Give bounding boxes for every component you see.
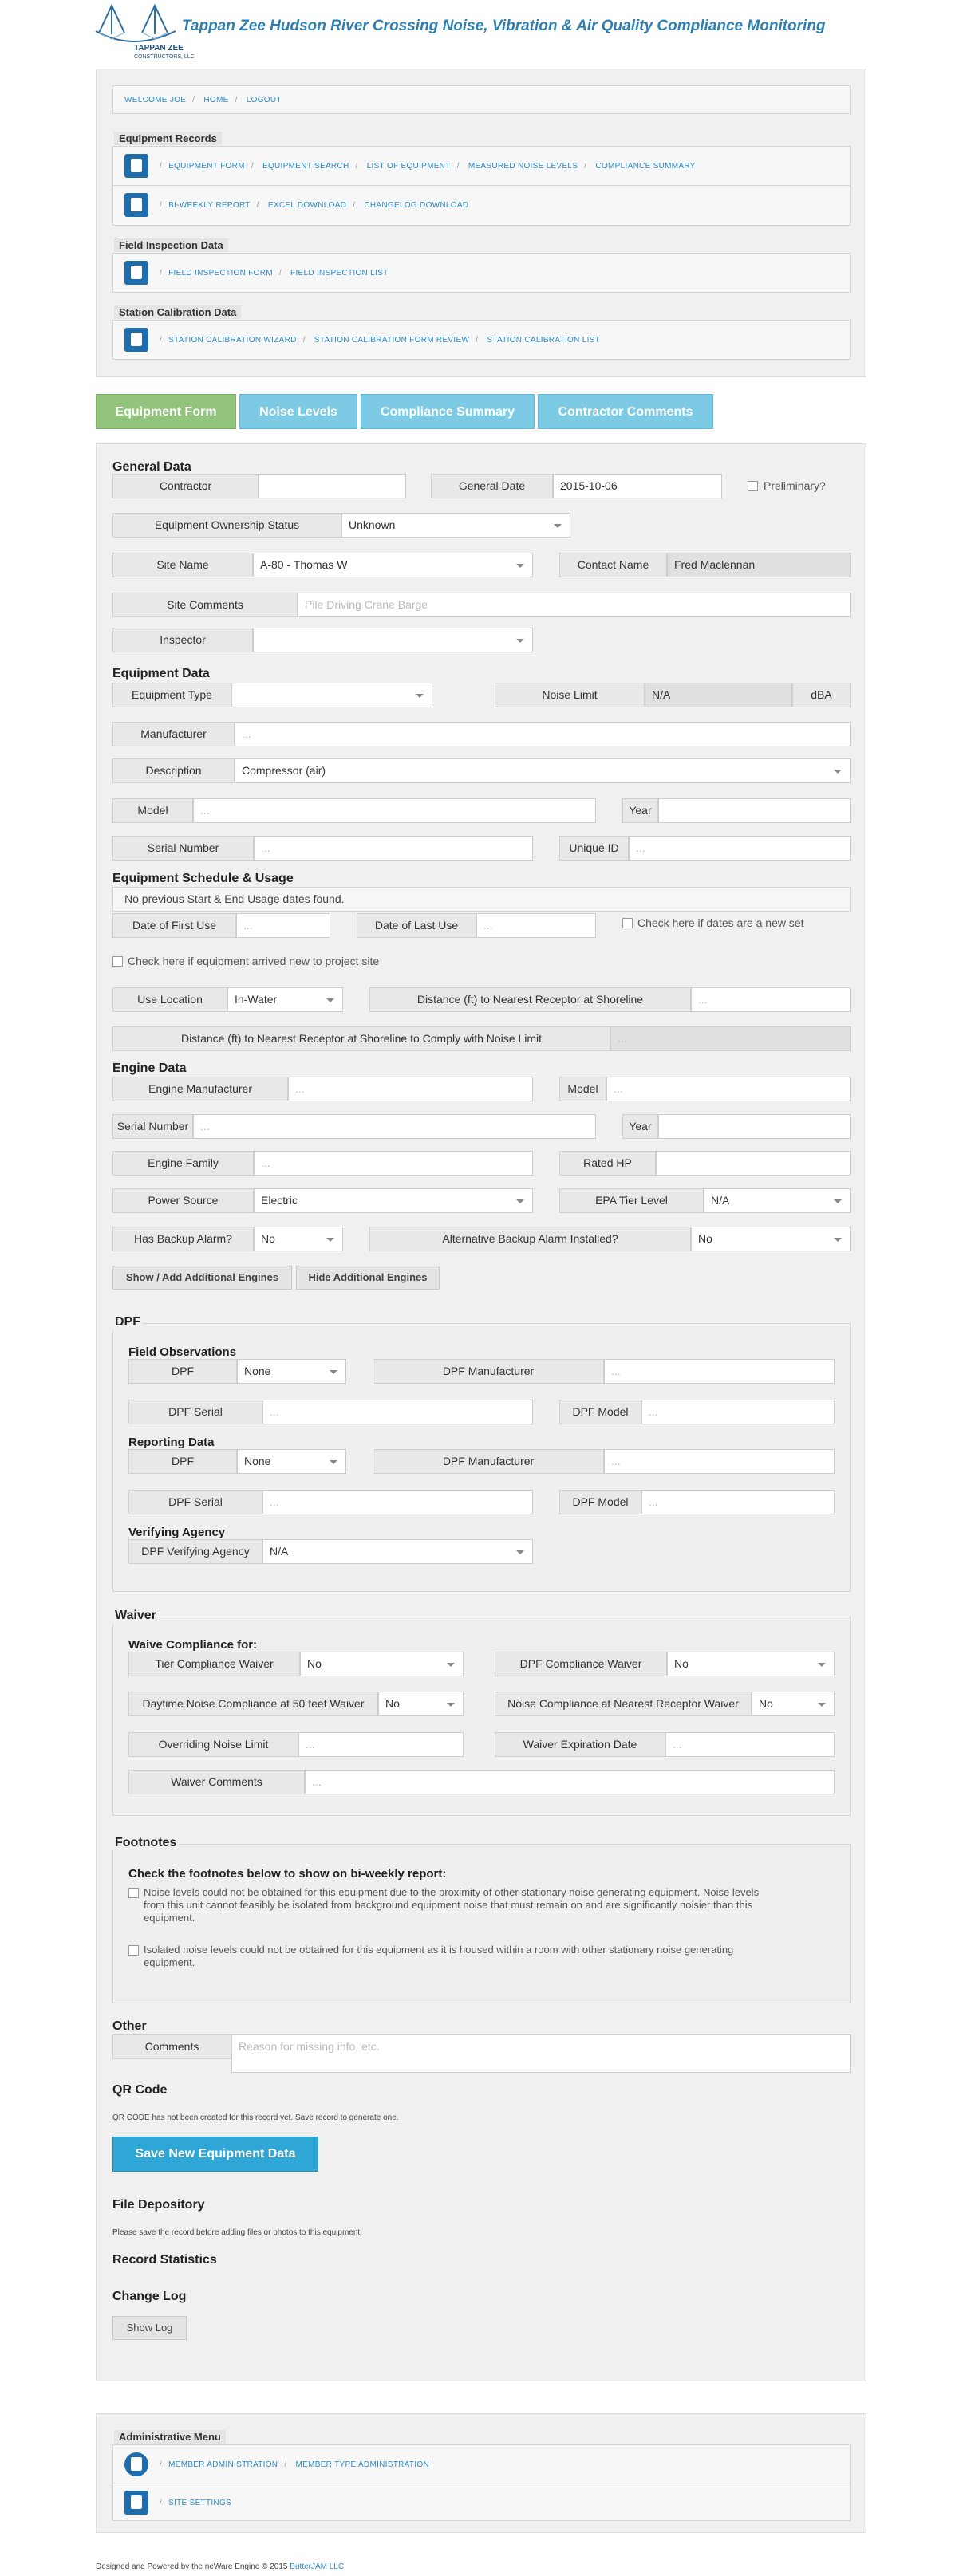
equipment-type-label: Equipment Type bbox=[112, 683, 231, 707]
show-engines-button[interactable]: Show / Add Additional Engines bbox=[112, 1266, 292, 1290]
distance-input[interactable]: ... bbox=[691, 987, 851, 1012]
equipment-type-select[interactable] bbox=[231, 683, 432, 707]
footnote-2-checkbox[interactable] bbox=[128, 1945, 139, 1956]
site-settings-link[interactable]: SITE SETTINGS bbox=[168, 2499, 232, 2507]
rated-hp-label: Rated HP bbox=[559, 1151, 656, 1176]
engine-manufacturer-label: Engine Manufacturer bbox=[112, 1077, 288, 1101]
waiver-legend: Waiver bbox=[112, 1609, 159, 1623]
year-input[interactable] bbox=[658, 798, 851, 823]
waive-compliance-heading: Waive Compliance for: bbox=[128, 1638, 258, 1652]
reporting-dpf-manufacturer-input[interactable]: ... bbox=[604, 1449, 835, 1474]
engine-data-heading: Engine Data bbox=[112, 1062, 187, 1075]
inspector-label: Inspector bbox=[112, 628, 253, 652]
measured-noise-levels-link[interactable]: MEASURED NOISE LEVELS bbox=[468, 162, 578, 171]
equipment-records-icon[interactable] bbox=[124, 154, 148, 178]
year-label: Year bbox=[622, 798, 658, 823]
page-footer bbox=[96, 2562, 344, 2571]
dpf-waiver-label: DPF Compliance Waiver bbox=[495, 1652, 667, 1676]
station-calibration-links: / STATION CALIBRATION WIZARD / STATION CALIBRATION FORM REVIEW / STATION CALIBRATION LIST bbox=[160, 336, 601, 345]
admin-menu-panel bbox=[96, 2413, 866, 2533]
logo-text-line2: CONSTRUCTORS, LLC bbox=[134, 54, 195, 60]
new-set-checkbox[interactable] bbox=[622, 918, 633, 928]
dpf-label: DPF bbox=[128, 1359, 237, 1384]
overriding-noise-limit-label: Overriding Noise Limit bbox=[128, 1732, 298, 1757]
tab-noise-levels[interactable]: Noise Levels bbox=[239, 394, 357, 429]
settings-icon[interactable] bbox=[124, 2491, 148, 2515]
waiver-expiration-label: Waiver Expiration Date bbox=[495, 1732, 665, 1757]
tier-waiver-label: Tier Compliance Waiver bbox=[128, 1652, 300, 1676]
schedule-note: No previous Start & End Usage dates found. bbox=[112, 887, 851, 912]
bridge-logo-icon[interactable] bbox=[96, 2, 195, 60]
comments-label: Comments bbox=[112, 2034, 231, 2059]
welcome-link[interactable]: WELCOME JOE bbox=[124, 96, 187, 104]
dpf-legend: DPF bbox=[112, 1315, 143, 1329]
footnote-1-line2: from this unit cannot feasibly be isolated from background equipment noise that must remain on and are significantly noisier than this bbox=[144, 1899, 753, 1911]
waiver-comments-input[interactable]: ... bbox=[305, 1770, 835, 1794]
engine-serial-input[interactable]: ... bbox=[193, 1114, 596, 1139]
station-calibration-icon[interactable] bbox=[124, 328, 148, 352]
epa-tier-label: EPA Tier Level bbox=[559, 1188, 704, 1213]
save-equipment-button[interactable]: Save New Equipment Data bbox=[112, 2137, 318, 2172]
member-type-administration-link[interactable]: MEMBER TYPE ADMINISTRATION bbox=[295, 2460, 429, 2469]
field-inspection-list-link[interactable]: FIELD INSPECTION LIST bbox=[290, 269, 389, 278]
reporting-dpf-label: DPF bbox=[128, 1449, 237, 1474]
rated-hp-input[interactable] bbox=[656, 1151, 851, 1176]
ownership-status-label: Equipment Ownership Status bbox=[112, 513, 341, 538]
first-use-label: Date of First Use bbox=[112, 913, 236, 938]
engine-manufacturer-input[interactable]: ... bbox=[288, 1077, 533, 1101]
equipment-search-link[interactable]: EQUIPMENT SEARCH bbox=[262, 162, 349, 171]
distance-comply-input[interactable]: ... bbox=[610, 1026, 851, 1051]
engine-model-input[interactable]: ... bbox=[606, 1077, 851, 1101]
equipment-form-panel bbox=[96, 443, 866, 2381]
qr-code-note: QR CODE has not been created for this record yet. Save record to generate one. bbox=[112, 2113, 399, 2122]
site-name-select[interactable]: A-80 - Thomas W bbox=[253, 553, 533, 577]
station-calibration-review-link[interactable]: STATION CALIBRATION FORM REVIEW bbox=[314, 336, 470, 345]
file-depository-note: Please save the record before adding files or photos to this equipment. bbox=[112, 2228, 362, 2237]
tier-waiver-select[interactable]: No bbox=[300, 1652, 464, 1676]
daytime-waiver-select[interactable]: No bbox=[378, 1692, 464, 1716]
footnote-1-line1: Noise levels could not be obtained for this equipment due to the proximity of other stationary noise generating equipment. Noise levels bbox=[144, 1886, 760, 1898]
dpf-manufacturer-input[interactable]: ... bbox=[604, 1359, 835, 1384]
reporting-dpf-serial-label: DPF Serial bbox=[128, 1490, 262, 1514]
manufacturer-label: Manufacturer bbox=[112, 722, 235, 746]
logo-text-line1: TAPPAN ZEE bbox=[134, 44, 184, 53]
footnotes-heading: Check the footnotes below to show on bi-weekly report: bbox=[128, 1867, 447, 1881]
unique-id-label: Unique ID bbox=[559, 836, 629, 861]
footnote-1-line3: equipment. bbox=[144, 1912, 195, 1924]
preliminary-label: Preliminary? bbox=[764, 479, 826, 492]
general-date-label: General Date bbox=[431, 474, 553, 498]
reporting-dpf-model-label: DPF Model bbox=[559, 1490, 641, 1514]
qr-code-heading: QR Code bbox=[112, 2083, 168, 2097]
home-link[interactable]: HOME bbox=[203, 96, 229, 104]
compliance-summary-link[interactable]: COMPLIANCE SUMMARY bbox=[595, 162, 696, 171]
last-use-input[interactable]: ... bbox=[476, 913, 596, 938]
reporting-data-heading: Reporting Data bbox=[128, 1436, 215, 1449]
inspector-select[interactable] bbox=[253, 628, 533, 652]
dpf-model-input[interactable]: ... bbox=[641, 1400, 835, 1424]
equipment-records-box bbox=[112, 146, 851, 226]
distance-comply-label: Distance (ft) to Nearest Receptor at Shoreline to Comply with Noise Limit bbox=[112, 1026, 610, 1051]
model-input[interactable]: ... bbox=[193, 798, 596, 823]
engine-model-label: Model bbox=[559, 1077, 606, 1101]
distance-label: Distance (ft) to Nearest Receptor at Shoreline bbox=[369, 987, 691, 1012]
use-location-label: Use Location bbox=[112, 987, 227, 1012]
verifying-agency-select[interactable]: N/A bbox=[262, 1539, 533, 1564]
epa-tier-select[interactable]: N/A bbox=[704, 1188, 851, 1213]
serial-number-input[interactable]: ... bbox=[254, 836, 533, 861]
engine-serial-label: Serial Number bbox=[112, 1114, 193, 1139]
dpf-serial-input[interactable]: ... bbox=[262, 1400, 533, 1424]
station-calibration-wizard-link[interactable]: STATION CALIBRATION WIZARD bbox=[168, 336, 297, 345]
power-source-label: Power Source bbox=[112, 1188, 254, 1213]
reporting-dpf-model-input[interactable]: ... bbox=[641, 1490, 835, 1514]
noise-limit-input[interactable]: N/A bbox=[645, 683, 792, 707]
field-inspection-form-link[interactable]: FIELD INSPECTION FORM bbox=[168, 269, 273, 278]
top-navigation-panel bbox=[96, 69, 866, 377]
noise-unit-label: dBA bbox=[792, 683, 851, 707]
site-title: Tappan Zee Hudson River Crossing Noise, Vibration & Air Quality Compliance Monitoring bbox=[182, 18, 826, 34]
footer-link[interactable]: ButterJAM LLC bbox=[290, 2562, 345, 2571]
backup-alarm-select[interactable]: No bbox=[254, 1227, 343, 1251]
arrived-new-label: Check here if equipment arrived new to project site bbox=[128, 955, 380, 967]
file-depository-heading: File Depository bbox=[112, 2198, 205, 2212]
waiver-comments-label: Waiver Comments bbox=[128, 1770, 305, 1794]
footnote-2-line1: Isolated noise levels could not be obtained for this equipment as it is housed within a room with other stationary noise generating bbox=[144, 1944, 734, 1956]
power-source-select[interactable]: Electric bbox=[254, 1188, 533, 1213]
dpf-waiver-select[interactable]: No bbox=[667, 1652, 835, 1676]
model-label: Model bbox=[112, 798, 193, 823]
general-data-heading: General Data bbox=[112, 460, 191, 474]
engine-family-input[interactable]: ... bbox=[254, 1151, 533, 1176]
user-icon[interactable] bbox=[124, 2452, 148, 2476]
tab-contractor-comments[interactable]: Contractor Comments bbox=[538, 394, 713, 429]
bi-weekly-report-link[interactable]: BI-WEEKLY REPORT bbox=[168, 201, 251, 210]
preliminary-checkbox[interactable] bbox=[748, 481, 758, 491]
field-observations-heading: Field Observations bbox=[128, 1345, 237, 1359]
description-select[interactable]: Compressor (air) bbox=[235, 758, 851, 783]
tab-equipment-form[interactable]: Equipment Form bbox=[96, 394, 236, 429]
last-use-label: Date of Last Use bbox=[357, 913, 476, 938]
verifying-agency-label: DPF Verifying Agency bbox=[128, 1539, 262, 1564]
station-calibration-list-link[interactable]: STATION CALIBRATION LIST bbox=[487, 336, 601, 345]
backup-alarm-label: Has Backup Alarm? bbox=[112, 1227, 254, 1251]
hide-engines-button[interactable]: Hide Additional Engines bbox=[296, 1266, 440, 1290]
serial-number-label: Serial Number bbox=[112, 836, 254, 861]
arrived-new-checkbox[interactable] bbox=[112, 956, 123, 967]
overriding-noise-limit-input[interactable]: ... bbox=[298, 1732, 464, 1757]
station-calibration-label: Station Calibration Data bbox=[114, 305, 241, 319]
reporting-dpf-serial-input[interactable]: ... bbox=[262, 1490, 533, 1514]
receptor-waiver-label: Noise Compliance at Nearest Receptor Waiver bbox=[495, 1692, 752, 1716]
field-inspection-label: Field Inspection Data bbox=[114, 238, 228, 252]
contractor-input[interactable] bbox=[259, 474, 406, 498]
alt-backup-alarm-label: Alternative Backup Alarm Installed? bbox=[369, 1227, 691, 1251]
footnote-1-text bbox=[144, 1886, 759, 1924]
equipment-records-label: Equipment Records bbox=[114, 132, 222, 145]
new-set-label: Check here if dates are a new set bbox=[637, 916, 804, 929]
record-statistics-heading: Record Statistics bbox=[112, 2253, 217, 2267]
admin-menu-label: Administrative Menu bbox=[114, 2430, 226, 2444]
site-header bbox=[96, 0, 866, 64]
engine-year-label: Year bbox=[622, 1114, 658, 1139]
site-name-label: Site Name bbox=[112, 553, 253, 577]
logout-link[interactable]: LOGOUT bbox=[246, 96, 282, 104]
equipment-form-link[interactable]: EQUIPMENT FORM bbox=[168, 162, 245, 171]
dpf-manufacturer-label: DPF Manufacturer bbox=[373, 1359, 604, 1384]
admin-links-row1: / MEMBER ADMINISTRATION / MEMBER TYPE ADMINISTRATION bbox=[160, 2460, 429, 2469]
use-location-select[interactable]: In-Water bbox=[227, 987, 343, 1012]
dpf-serial-label: DPF Serial bbox=[128, 1400, 262, 1424]
station-calibration-box bbox=[112, 320, 851, 360]
equipment-records-links-row2: / BI-WEEKLY REPORT / EXCEL DOWNLOAD / CHANGELOG DOWNLOAD bbox=[160, 201, 469, 210]
general-date-input[interactable]: 2015-10-06 bbox=[553, 474, 722, 498]
divider bbox=[113, 185, 850, 186]
engine-family-label: Engine Family bbox=[112, 1151, 254, 1176]
noise-limit-label: Noise Limit bbox=[495, 683, 645, 707]
tab-compliance-summary[interactable]: Compliance Summary bbox=[361, 394, 535, 429]
engine-year-input[interactable] bbox=[658, 1114, 851, 1139]
show-log-button[interactable]: Show Log bbox=[112, 2316, 187, 2340]
site-comments-label: Site Comments bbox=[112, 593, 298, 617]
field-inspection-box bbox=[112, 253, 851, 293]
footnote-1-checkbox[interactable] bbox=[128, 1888, 139, 1898]
field-inspection-icon[interactable] bbox=[124, 261, 148, 285]
verifying-agency-heading: Verifying Agency bbox=[128, 1526, 226, 1539]
equipment-data-heading: Equipment Data bbox=[112, 667, 210, 680]
reporting-dpf-select[interactable]: None bbox=[237, 1449, 346, 1474]
contractor-label: Contractor bbox=[112, 474, 259, 498]
form-tabs bbox=[96, 394, 866, 429]
site-comments-input[interactable]: Pile Driving Crane Barge bbox=[298, 593, 851, 617]
admin-menu-box bbox=[112, 2444, 851, 2521]
waiver-expiration-input[interactable]: ... bbox=[665, 1732, 835, 1757]
reports-icon[interactable] bbox=[124, 193, 148, 217]
list-of-equipment-link[interactable]: LIST OF EQUIPMENT bbox=[366, 162, 451, 171]
member-administration-link[interactable]: MEMBER ADMINISTRATION bbox=[168, 2460, 278, 2469]
description-label: Description bbox=[112, 758, 235, 783]
alt-backup-alarm-select[interactable]: No bbox=[691, 1227, 851, 1251]
footnote-2-line2: equipment. bbox=[144, 1956, 195, 1968]
admin-links-row2: / SITE SETTINGS bbox=[160, 2499, 232, 2507]
footnote-2-text bbox=[144, 1944, 733, 1969]
contact-name-label: Contact Name bbox=[559, 553, 667, 577]
comments-textarea[interactable]: Reason for missing info, etc. bbox=[231, 2034, 851, 2073]
ownership-status-select[interactable]: Unknown bbox=[341, 513, 570, 538]
manufacturer-input[interactable]: ... bbox=[235, 722, 851, 746]
field-inspection-links: / FIELD INSPECTION FORM / FIELD INSPECTION LIST bbox=[160, 269, 389, 278]
footer-text: Designed and Powered by the neWare Engine © 2015 bbox=[96, 2562, 288, 2571]
equipment-records-links-row1: / EQUIPMENT FORM / EQUIPMENT SEARCH / LIST OF EQUIPMENT / MEASURED NOISE LEVELS / COMPLIANCE SUMMARY bbox=[160, 162, 696, 171]
schedule-heading: Equipment Schedule & Usage bbox=[112, 872, 294, 885]
user-links-bar bbox=[112, 85, 851, 114]
receptor-waiver-select[interactable]: No bbox=[752, 1692, 835, 1716]
first-use-input[interactable]: ... bbox=[236, 913, 330, 938]
unique-id-input[interactable]: ... bbox=[629, 836, 851, 861]
contact-name-input[interactable]: Fred Maclennan bbox=[667, 553, 851, 577]
other-heading: Other bbox=[112, 2019, 147, 2033]
dpf-model-label: DPF Model bbox=[559, 1400, 641, 1424]
reporting-dpf-manufacturer-label: DPF Manufacturer bbox=[373, 1449, 604, 1474]
user-links: WELCOME JOE / HOME / LOGOUT bbox=[124, 96, 282, 104]
daytime-waiver-label: Daytime Noise Compliance at 50 feet Waiver bbox=[128, 1692, 378, 1716]
footnotes-legend: Footnotes bbox=[112, 1836, 179, 1850]
excel-download-link[interactable]: EXCEL DOWNLOAD bbox=[267, 201, 347, 210]
dpf-select[interactable]: None bbox=[237, 1359, 346, 1384]
change-log-heading: Change Log bbox=[112, 2290, 187, 2303]
changelog-download-link[interactable]: CHANGELOG DOWNLOAD bbox=[364, 201, 469, 210]
